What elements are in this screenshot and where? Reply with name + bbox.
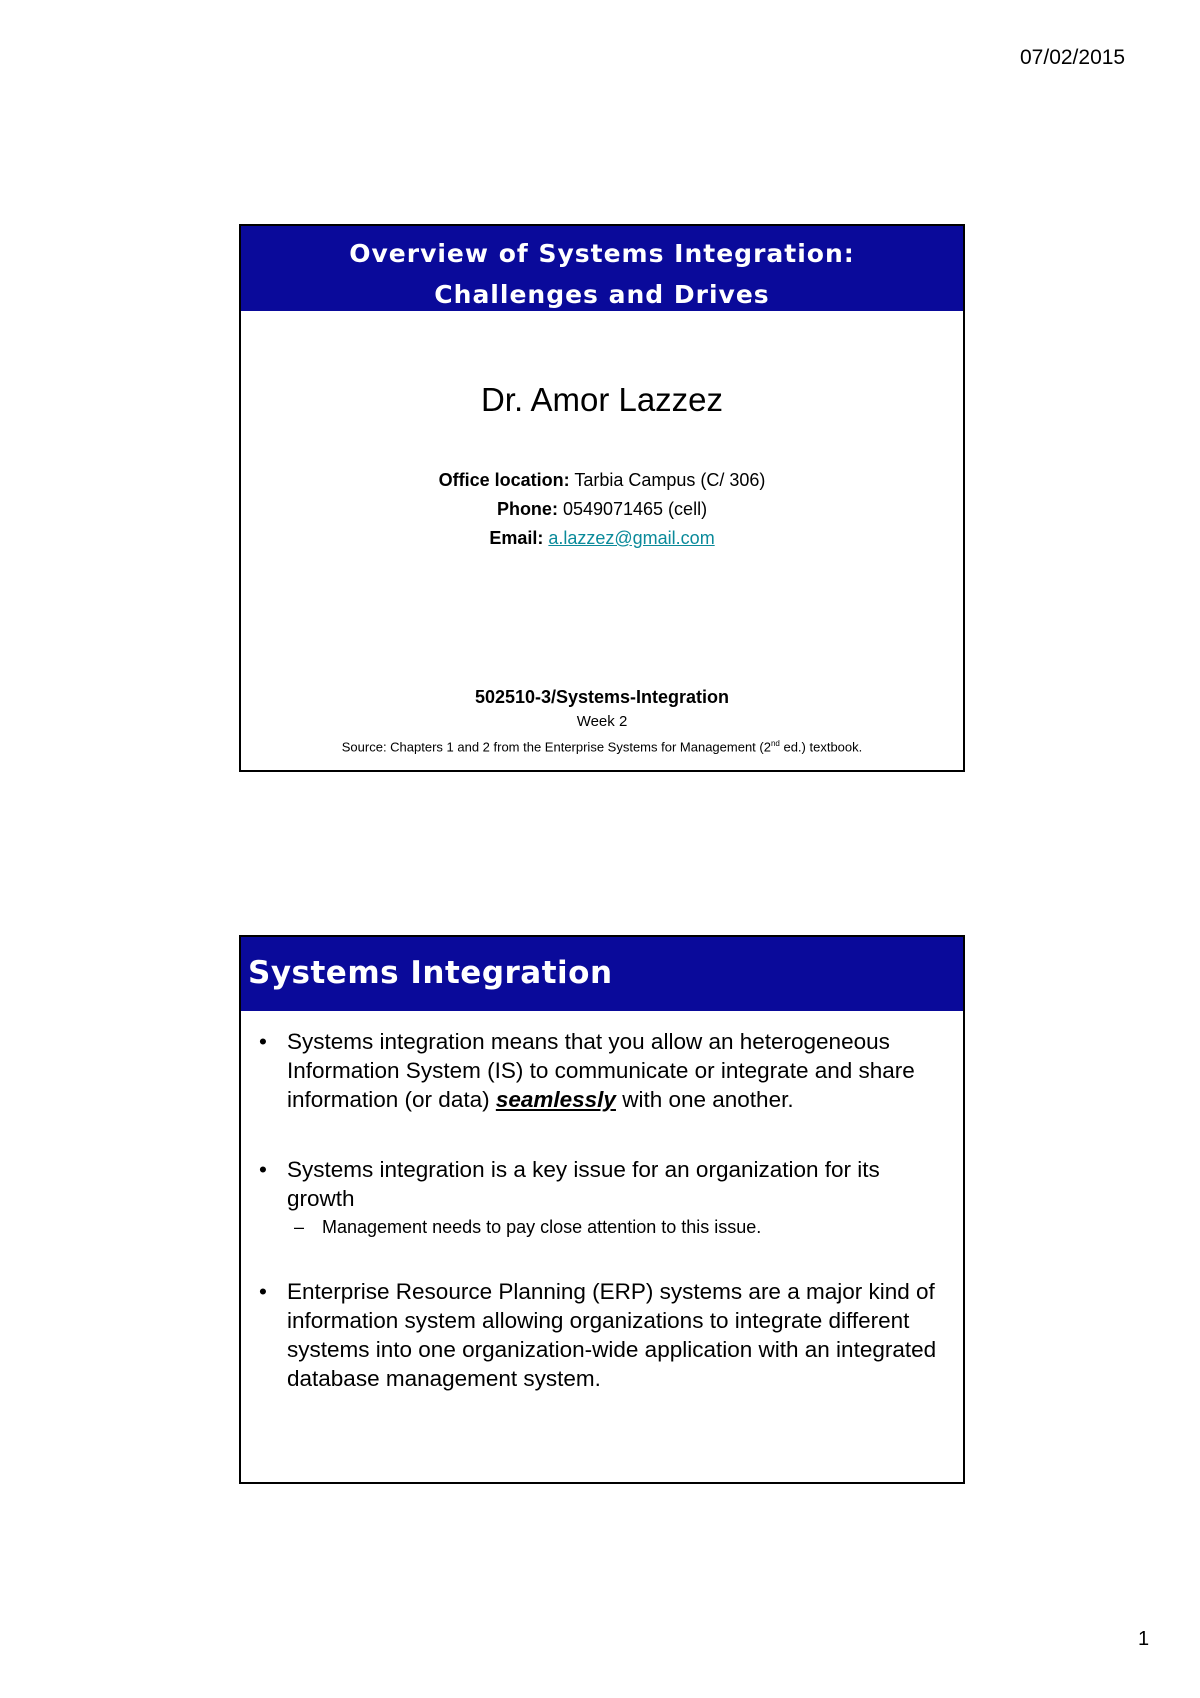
source-superscript: nd — [770, 739, 780, 748]
title-slide — [239, 224, 965, 772]
phone-label: Phone: — [496, 499, 558, 519]
phone — [241, 495, 963, 524]
contact-info — [241, 466, 963, 553]
bullet-item — [257, 1027, 943, 1114]
office-value: Tarbia Campus (C/ 306) — [574, 470, 766, 490]
email-label: Email: — [489, 528, 544, 548]
slide-title-line-2: Challenges and Drives — [434, 280, 770, 309]
bullet-item: • Enterprise Resource Planning (ERP) systems are a major kind of information system allowing organizations to integrate different systems into one organization-wide application with an integrated database management system. — [257, 1277, 943, 1393]
presenter-name: Dr. Amor Lazzez — [480, 381, 724, 418]
page-date: 07/02/2015 — [1020, 46, 1126, 69]
bullet-item: • Systems integration is a key issue for an organization for its growth — [257, 1155, 943, 1213]
sub-bullet-item: – Management needs to pay close attention to this issue. — [257, 1215, 943, 1239]
week-label: Week 2 — [576, 713, 628, 730]
source-text-before: Source: Chapters 1 and 2 from the Enterprise Systems for Management (2 — [341, 739, 771, 755]
bullet-list — [241, 1011, 963, 1393]
office-label: Office location: — [438, 470, 570, 490]
course-code: 502510-3/Systems-Integration — [474, 687, 730, 707]
source-text-after: ed.) textbook. — [779, 739, 863, 755]
bullet-text: Systems integration means that you allow an heterogeneous Information System (IS) to communicate or integrate and share information (or data) — [287, 1029, 915, 1112]
slide-title-banner: Systems Integration — [241, 937, 963, 1011]
slide-title-line-1: Overview of Systems Integration: — [349, 239, 855, 268]
title-slide-body — [241, 311, 963, 770]
phone-value: 0549071465 (cell) — [562, 499, 708, 519]
email-link[interactable]: a.lazzez@gmail.com — [548, 528, 715, 548]
slide-title-banner — [241, 226, 963, 311]
source-note — [241, 739, 963, 754]
emphasized-word: seamlessly — [495, 1087, 616, 1112]
bullet-text: with one another. — [615, 1087, 794, 1112]
page-number: 1 — [1138, 1628, 1150, 1650]
email — [241, 524, 963, 553]
office-location — [241, 466, 963, 495]
systems-integration-slide — [239, 935, 965, 1484]
